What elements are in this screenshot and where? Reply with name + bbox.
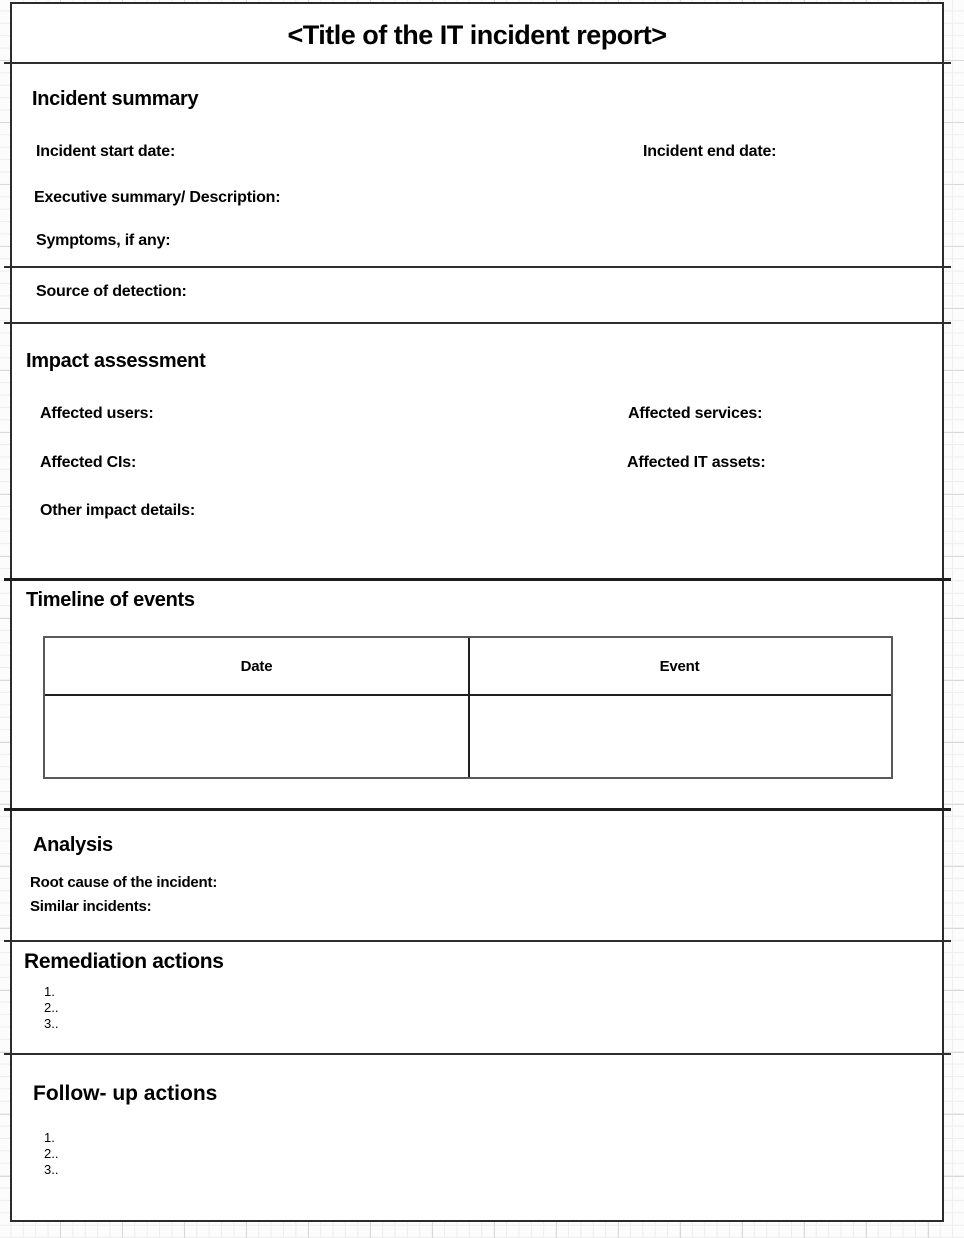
incident-end-date-label: Incident end date: [643,143,777,160]
timeline-empty-row [45,696,891,777]
affected-users-label: Affected users: [40,405,154,422]
divider-timeline [4,808,951,811]
affected-it-assets-label: Affected IT assets: [627,454,766,471]
follow-up-list [44,1130,58,1178]
follow-up-item: 3.. [44,1162,59,1177]
follow-up-item: 1. [44,1130,55,1145]
remediation-list [44,984,58,1032]
timeline-heading: Timeline of events [26,589,195,611]
root-cause-label: Root cause of the incident: [30,874,218,891]
remediation-item: 3.. [44,1016,59,1031]
source-of-detection-label: Source of detection: [36,283,187,300]
remediation-item: 1. [44,984,55,999]
incident-start-date-label: Incident start date: [36,143,176,160]
divider-remediation [4,1053,951,1055]
symptoms-label: Symptoms, if any: [36,232,171,249]
analysis-heading: Analysis [33,834,113,856]
report-page [10,2,944,1222]
affected-services-label: Affected services: [628,405,763,422]
incident-summary-heading: Incident summary [32,88,199,110]
impact-assessment-heading: Impact assessment [26,350,206,372]
divider-analysis [4,940,951,942]
affected-cis-label: Affected CIs: [40,454,137,471]
follow-up-item: 2.. [44,1146,59,1161]
similar-incidents-label: Similar incidents: [30,898,152,915]
report-title: <Title of the IT incident report> [287,20,667,50]
timeline-column-event: Event [659,657,700,675]
follow-up-heading: Follow- up actions [33,1082,218,1105]
remediation-heading: Remediation actions [24,950,224,973]
other-impact-details-label: Other impact details: [40,502,195,519]
divider-impact-assessment [4,578,951,581]
timeline-table [43,636,893,779]
divider-title [4,62,951,64]
divider-source-of-detection [4,322,951,324]
timeline-column-date: Date [240,657,273,675]
divider-incident-summary [4,266,951,268]
remediation-item: 2.. [44,1000,59,1015]
executive-summary-label: Executive summary/ Description: [34,189,281,206]
